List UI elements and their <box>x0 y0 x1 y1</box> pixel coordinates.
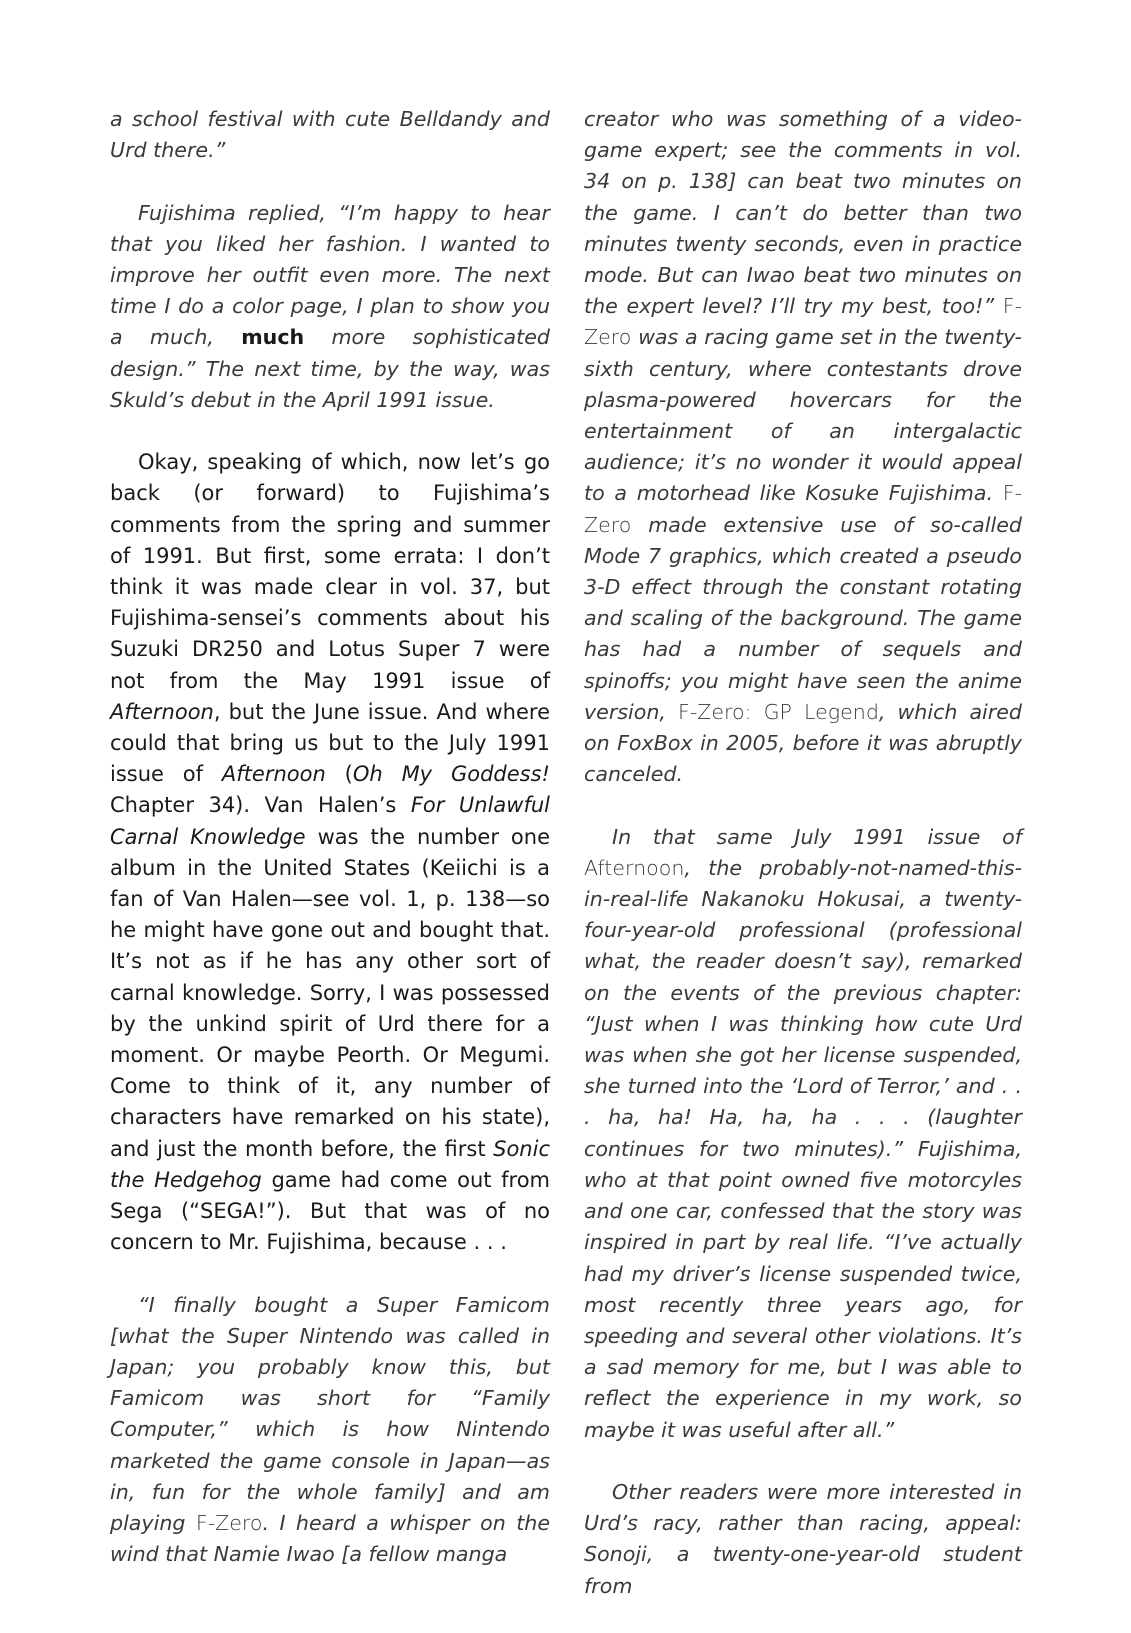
paragraph-fujishima-quote: “I finally bought a Super Famicom [what the Super Nintendo was called in Japan; you probably know this, but Famicom was short for “Family Computer,” which is how Nintendo marketed the game console in Japan—as in, fun for the whole family] and am playing F-Zero. I heard a whisper on the wind that Namie Iwao [a fellow manga <box>110 1292 550 1567</box>
paragraph-f-zero: creator who was something of a video-game expert; see the comments in vol. 34 on p. 138] can beat two minutes on the game. I can’t do better than two minutes twenty seconds, even in practice mode. But can Iwao beat two minutes on the expert level? I’ll try my best, too!” F-Zero was a racing game set in the twenty-sixth century, where contestants drove plasma-powered hovercars for the entertainment of an intergalactic audience; it’s no wonder it would appeal to a motorhead like Kosuke Fujishima. F-Zero made extensive use of so-called Mode 7 graphics, which created a pseudo 3-D effect through the constant rotating and scaling of the background. The game has had a number of sequels and spinoffs; you might have seen the anime version, F-Zero: GP Legend, which aired on FoxBox in 2005, before it was abruptly canceled. <box>584 107 1022 787</box>
paragraph-july-issue: In that same July 1991 issue of Afternoon, the probably-not-named-this-in-real-life Nakanoku Hokusai, a twenty-four-year-old professional (professional what, the reader doesn’t say), remarked on the events of the previous chapter: “Just when I was thinking how cute Urd was when she got her license suspended, she turned into the ‘Lord of Terror,’ and . . . ha, ha! Ha, ha, ha . . . (laughter continues for two minutes).” Fujishima, who at that point owned five motorcyles and one car, confessed that the story was inspired in part by real life. “I’ve actually had my driver’s license suspended twice, most recently three years ago, for speeding and several other violations. It’s a sad memory for me, but I was able to reflect the experience in my work, so maybe it was useful after all.” <box>584 824 1022 1442</box>
left-column <box>110 104 550 1602</box>
title-sonic: Sonic the Hedgehog <box>110 1136 550 1192</box>
title-f-zero-gp-legend: F-Zero: GP Legend <box>677 699 879 724</box>
title-album: For Unlawful Carnal Knowledge <box>110 793 550 849</box>
paragraph-reader-letter-end: a school festival with cute Belldandy and Urd there.” <box>110 107 550 163</box>
title-afternoon: Afternoon <box>110 699 214 724</box>
title-f-zero: F-Zero <box>584 294 1022 350</box>
title-f-zero: F-Zero <box>195 1511 263 1536</box>
paragraph-other-readers: Other readers were more interested in Urd’s racy, rather than racing, appeal: Sonoji, a twenty-one-year-old student from <box>584 1479 1022 1598</box>
title-afternoon: Afternoon <box>584 855 685 880</box>
title-afternoon: Afternoon <box>221 762 326 787</box>
right-column <box>584 104 1022 1633</box>
emphasis-much: much <box>241 325 305 350</box>
paragraph-commentary: Okay, speaking of which, now let’s go back (or forward) to Fujishima’s comments from the spring and summer of 1991. But first, some errata: I don’t think it was made clear in vol. 37, but Fujishima-sensei’s comments about his Suzuki DR250 and Lotus Super 7 were not from the May 1991 issue of Afternoon, but the June issue. And where could that bring us but to the July 1991 issue of Afternoon (Oh My Goddess! Chapter 34). Van Halen’s For Unlawful Carnal Knowledge was the number one album in the United States (Keiichi is a fan of Van Halen—see vol. 1, p. 138—so he might have gone out and bought that. It’s not as if he has any other sort of carnal knowledge. Sorry, I was possessed by the unkind spirit of Urd there for a moment. Or maybe Peorth. Or Megumi. Come to think of it, any number of characters have remarked on his state), and just the month before, the first Sonic the Hedgehog game had come out from Sega (“SEGA!”). But that was of no concern to Mr. Fujishima, because . . . <box>110 450 551 1255</box>
paragraph-fujishima-reply: Fujishima replied, “I’m happy to hear that you liked her fashion. I wanted to improve her outfit even more. The next time I do a color page, I plan to show you a much, much more sophisticated design.” The next time, by the way, was Skuld’s debut in the April 1991 issue. <box>110 200 550 412</box>
title-oh-my-goddess: Oh My Goddess! <box>352 762 550 787</box>
title-f-zero: F-Zero <box>584 481 1022 537</box>
